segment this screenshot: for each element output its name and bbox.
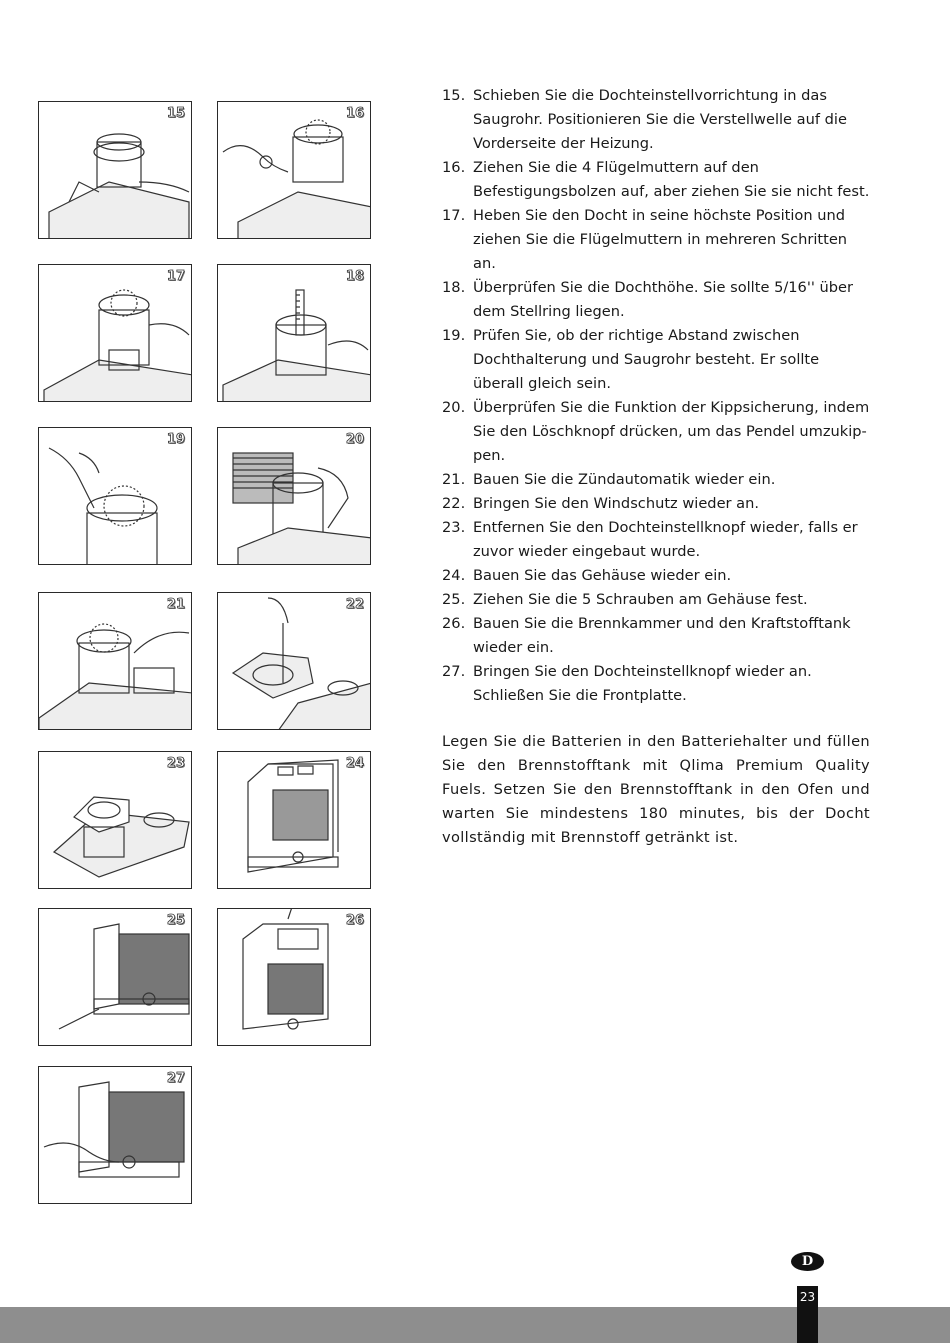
heater-illustration — [218, 909, 371, 1046]
step-number: 25. — [442, 591, 466, 608]
step-item — [442, 156, 870, 204]
figure-number: 27 — [166, 1071, 185, 1086]
figure-number: 24 — [345, 756, 364, 771]
step-text: Bauen Sie das Gehäuse wieder ein. — [473, 567, 732, 584]
step-text: Überprüfen Sie die Dochthöhe. Sie sollte 5/16'' über dem Stellring liegen. — [473, 279, 854, 320]
steps-list — [442, 84, 870, 708]
figure-19 — [38, 427, 192, 565]
closing-paragraph: Legen Sie die Batterien in den Batteriehalter und füllen Sie den Brennstofftank mit Qlima Premium Quality Fuels. Setzen Sie den Brennstofftank in den Ofen und warten Sie mindestens 180 minutes, bis der Docht vollständig mit Brennstoff getränkt ist. — [442, 733, 870, 846]
figure-16 — [217, 101, 371, 239]
step-number: 15. — [442, 87, 466, 104]
figure-17 — [38, 264, 192, 402]
figure-number: 16 — [345, 106, 364, 121]
figure-number: 15 — [166, 106, 185, 121]
heater-illustration — [218, 102, 371, 239]
step-item — [442, 468, 870, 492]
figure-number: 17 — [166, 269, 185, 284]
figure-number: 19 — [166, 432, 185, 447]
figure-number: 18 — [345, 269, 364, 284]
figure-number: 23 — [166, 756, 185, 771]
heater-illustration — [39, 752, 192, 889]
step-item — [442, 204, 870, 276]
step-text: Ziehen Sie die 5 Schrauben am Gehäuse fest. — [473, 591, 808, 608]
step-item — [442, 612, 870, 660]
figure-number: 25 — [166, 913, 185, 928]
figure-23 — [38, 751, 192, 889]
step-number: 16. — [442, 159, 466, 176]
step-text: Bringen Sie den Dochteinstellknopf wieder an. Schließen Sie die Frontplatte. — [473, 663, 812, 704]
figure-18 — [217, 264, 371, 402]
language-badge: D — [791, 1252, 824, 1271]
step-number: 21. — [442, 471, 466, 488]
figure-number: 22 — [345, 597, 364, 612]
step-text: Entfernen Sie den Dochteinstellknopf wieder, falls er zuvor wieder eingebaut wurde. — [473, 519, 858, 560]
figure-number: 21 — [166, 597, 185, 612]
heater-illustration — [218, 752, 371, 889]
step-item — [442, 660, 870, 708]
figure-number: 20 — [345, 432, 364, 447]
figure-25 — [38, 908, 192, 1046]
figure-24 — [217, 751, 371, 889]
figure-22 — [217, 592, 371, 730]
step-item — [442, 564, 870, 588]
page-number: 23 — [799, 1290, 816, 1304]
heater-illustration — [39, 265, 192, 402]
step-item — [442, 588, 870, 612]
step-item — [442, 324, 870, 396]
step-number: 17. — [442, 207, 466, 224]
step-number: 19. — [442, 327, 466, 344]
heater-illustration — [218, 593, 371, 730]
step-number: 18. — [442, 279, 466, 296]
step-text: Heben Sie den Docht in seine höchste Position und ziehen Sie die Flügelmuttern in mehreren Schritten an. — [473, 207, 848, 272]
heater-illustration — [39, 909, 192, 1046]
step-item — [442, 276, 870, 324]
step-text: Überprüfen Sie die Funktion der Kippsicherung, indem Sie den Löschknopf drücken, um das Pendel umzukip-pen. — [473, 399, 870, 464]
figure-26 — [217, 908, 371, 1046]
heater-illustration — [218, 428, 371, 565]
step-item — [442, 516, 870, 564]
step-text: Ziehen Sie die 4 Flügelmuttern auf den Befestigungsbolzen auf, aber ziehen Sie sie nicht fest. — [473, 159, 870, 200]
step-text: Schieben Sie die Dochteinstellvorrichtung in das Saugrohr. Positionieren Sie die Verstellwelle auf die Vorderseite der Heizung. — [473, 87, 847, 152]
figure-grid — [0, 0, 420, 1230]
figure-27 — [38, 1066, 192, 1204]
heater-illustration — [39, 428, 192, 565]
heater-illustration — [39, 102, 192, 239]
heater-illustration — [39, 1067, 192, 1204]
heater-illustration — [218, 265, 371, 402]
step-number: 26. — [442, 615, 466, 632]
step-number: 27. — [442, 663, 466, 680]
figure-20 — [217, 427, 371, 565]
figure-number: 26 — [345, 913, 364, 928]
step-number: 23. — [442, 519, 466, 536]
step-text: Bauen Sie die Brennkammer und den Kraftstofftank wieder ein. — [473, 615, 851, 656]
step-number: 22. — [442, 495, 466, 512]
figure-21 — [38, 592, 192, 730]
step-text: Prüfen Sie, ob der richtige Abstand zwischen Dochthalterung und Saugrohr besteht. Er sollte überall gleich sein. — [473, 327, 820, 392]
step-item — [442, 84, 870, 156]
step-item — [442, 492, 870, 516]
step-number: 20. — [442, 399, 466, 416]
step-text: Bauen Sie die Zündautomatik wieder ein. — [473, 471, 776, 488]
step-number: 24. — [442, 567, 466, 584]
step-item — [442, 396, 870, 468]
heater-illustration — [39, 593, 192, 730]
instructions-text — [442, 84, 870, 865]
step-text: Bringen Sie den Windschutz wieder an. — [473, 495, 760, 512]
figure-15 — [38, 101, 192, 239]
